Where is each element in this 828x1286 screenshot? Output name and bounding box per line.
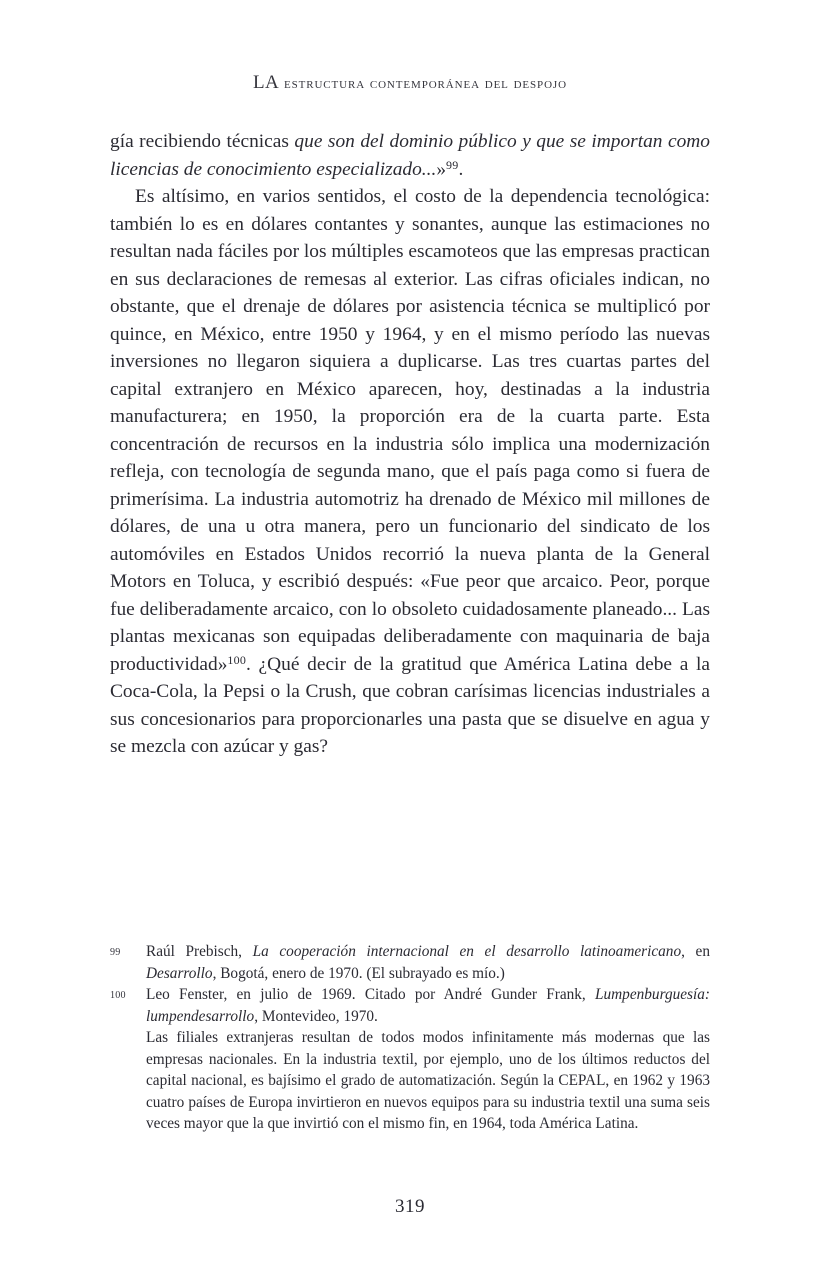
footnote-segment-italic: La cooperación internacional en el desarrollo latinoamericano	[252, 943, 682, 960]
footnote-reference-99[interactable]: 99	[446, 157, 459, 172]
paragraph-2-part-2: . ¿Qué decir de la gratitud que América Latina debe a la Coca-Cola, la Pepsi o la Crush, que cobran carísimas licencias industriales a sus concesionarios para proporcionarles una pasta que se disuelve en agua y se mezcla con azúcar y gas?	[110, 653, 710, 757]
paragraph-1-tail: .	[458, 158, 464, 180]
running-header	[110, 72, 710, 94]
paragraph-continuation	[110, 128, 710, 183]
footnote-segment-italic: Lumpenburguesía: lumpendesarrollo	[146, 986, 710, 1025]
paragraph-1-lead: gía recibiendo técnicas	[110, 131, 295, 152]
footnote-segment: Leo Fenster, en julio de 1969. Citado por André Gunder Frank,	[146, 986, 595, 1003]
main-text-block	[110, 128, 710, 761]
paragraph-main	[110, 183, 710, 761]
paragraph-1-quote-close: »	[436, 158, 447, 180]
paragraph-1-quote-italic: que son del dominio público y que se importan como licencias de conocimiento especializado...	[110, 131, 710, 180]
running-header-text: estructura contemporánea del despojo	[279, 75, 567, 92]
footnote-item	[110, 984, 710, 1135]
footnote-item	[110, 941, 710, 984]
footnotes-section	[110, 941, 710, 1135]
footnote-text	[146, 941, 710, 984]
footnote-marker: 99	[110, 947, 121, 958]
footnote-segment: , en	[681, 943, 710, 960]
footnote-text	[146, 984, 710, 1027]
page-number: 319	[395, 1196, 425, 1217]
footnote-reference-100[interactable]: 100	[227, 652, 247, 667]
footnote-segment: Raúl Prebisch,	[146, 943, 253, 960]
paragraph-2-part-1: Es altísimo, en varios sentidos, el costo de la dependencia tecnológica: también lo es en dólares contantes y sonantes, aunque las estimaciones no resultan nada fáciles por los múltiples escamoteos que las empresas practican en sus declaraciones de remesas al exterior. Las cifras oficiales indican, no obstante, que el drenaje de dólares por asistencia técnica se multiplicó por quince, en México, entre 1950 y 1964, y en el mismo período las nuevas inversiones no llegaron siquiera a duplicarse. Las tres cuartas partes del capital extranjero en México aparecen, hoy, destinadas a la industria manufacturera; en 1950, la proporción era de la cuarta parte. Esta concentración de recursos en la industria sólo implica una modernización refleja, con tecnología de segunda mano, que el país paga como si fuera de primerísima. La industria automotriz ha drenado de México mil millones de dólares, de una u otra manera, pero un funcionario del sindicato de los automóviles en Estados Unidos recorrió la nueva planta de la General Motors en Toluca, y escribió después: «Fue peor que arcaico. Peor, porque fue deliberadamente arcaico, con lo obsoleto cuidadosamente planeado... Las plantas mexicanas son equipadas deliberadamente con maquinaria de baja productividad»	[110, 186, 710, 675]
footnote-extra-paragraph: Las filiales extranjeras resultan de todos modos infinitamente más modernas que las empresas nacionales. En la industria textil, por ejemplo, uno de los últimos reductos del capital nacional, es bajísimo el grado de automatización. Según la CEPAL, en 1962 y 1963 cuatro países de Europa invirtieron en nuevos equipos para su industria textil una suma seis veces mayor que la que invirtió con el mismo fin, en 1964, toda América Latina.	[146, 1029, 710, 1132]
footnote-marker: 100	[110, 990, 126, 1001]
footnote-segment: , Montevideo, 1970.	[254, 1007, 378, 1025]
running-header-initial-caps: LA	[253, 72, 280, 93]
footnote-segment-italic: Desarrollo	[146, 964, 213, 982]
footnote-segment: , Bogotá, enero de 1970. (El subrayado es mío.)	[212, 964, 505, 982]
